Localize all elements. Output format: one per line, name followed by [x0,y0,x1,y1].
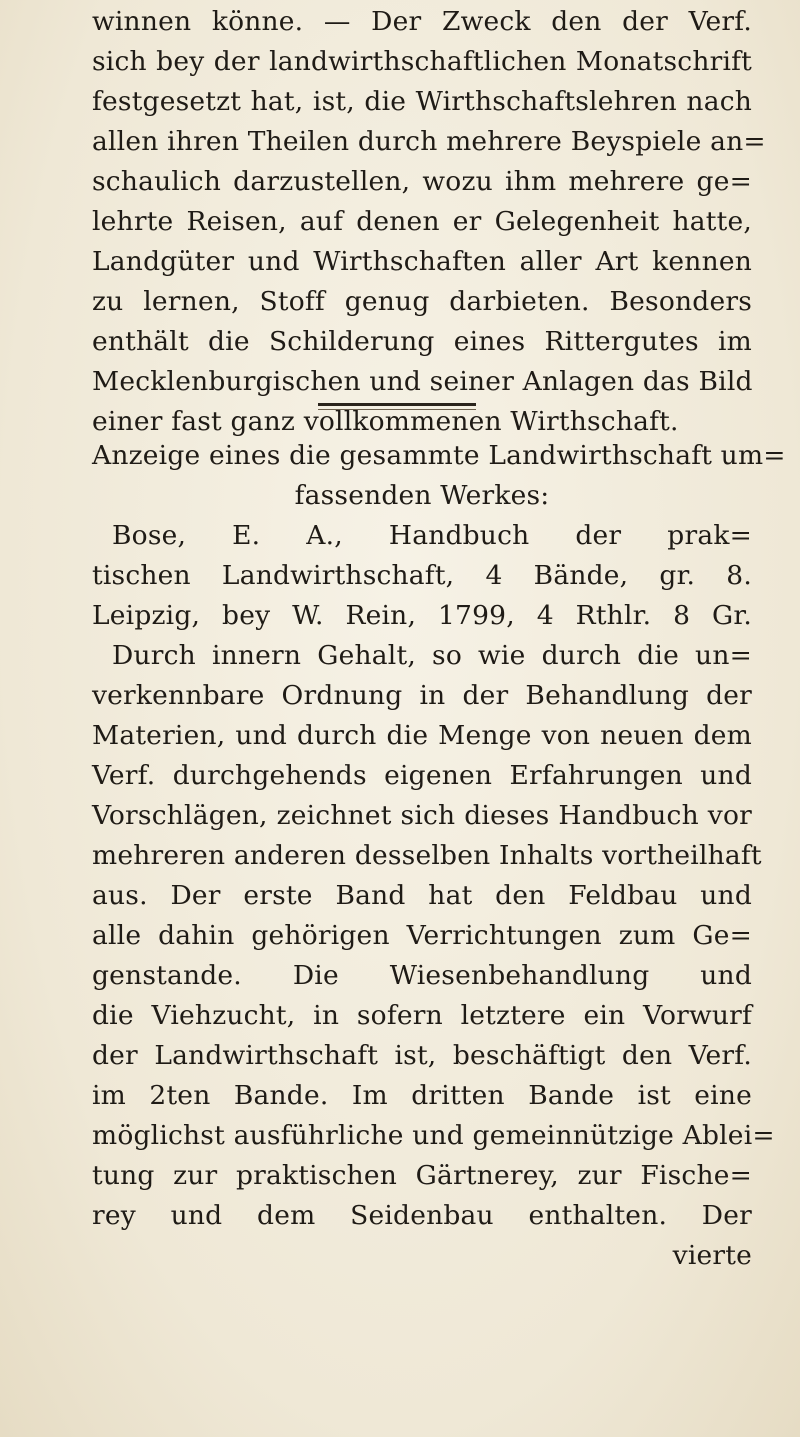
text-line: mehreren anderen desselben Inhalts vortheilhaft [92,840,762,871]
text-line: Materien, und durch die Menge von neuen dem [92,720,752,751]
paragraph-book-notice [92,436,786,1276]
text-line: sich bey der landwirthschaftlichen Monatschrift [92,46,752,77]
section-divider [318,403,476,406]
text-line: tung zur praktischen Gärtnerey, zur Fische= [92,1160,752,1191]
text-line: Landgüter und Wirthschaften aller Art kennen [92,246,752,277]
text-line: enthält die Schilderung eines Rittergutes im [92,326,752,357]
text-line: Verf. durchgehends eigenen Erfahrungen und [92,760,752,791]
text-line: aus. Der erste Band hat den Feldbau und [92,880,752,911]
text-line: genstande. Die Wiesenbehandlung und [92,960,752,991]
text-line: winnen könne. — Der Zweck den der Verf. [92,6,752,37]
paragraph-review-end [92,2,766,442]
notice-heading-line: fassenden Werkes: [294,480,550,511]
text-line: rey und dem Seidenbau enthalten. Der [92,1200,752,1231]
text-line: der Landwirthschaft ist, beschäftigt den Verf. [92,1040,752,1071]
text-line: die Viehzucht, in sofern letztere ein Vorwurf [92,1000,752,1031]
catchword: vierte [672,1240,752,1271]
citation-line: Leipzig, bey W. Rein, 1799, 4 Rthlr. 8 Gr. [92,600,752,631]
citation-line: tischen Landwirthschaft, 4 Bände, gr. 8. [92,560,752,591]
text-line: möglichst ausführliche und gemeinnützige Ablei= [92,1120,775,1151]
text-line: Vorschlägen, zeichnet sich dieses Handbuch vor [92,800,752,831]
text-line: einer fast ganz vollkommenen Wirthschaft. [92,406,679,437]
text-line: zu lernen, Stoff genug darbieten. Besonders [92,286,752,317]
notice-heading-line: Anzeige eines die gesammte Landwirthschaft um= [92,440,786,471]
text-line: lehrte Reisen, auf denen er Gelegenheit hatte, [92,206,752,237]
text-line: Durch innern Gehalt, so wie durch die un= [112,640,752,671]
citation-line: Bose, E. A., Handbuch der prak= [112,520,752,551]
text-line: im 2ten Bande. Im dritten Bande ist eine [92,1080,752,1111]
text-line: festgesetzt hat, ist, die Wirthschaftslehren nach [92,86,752,117]
text-line: allen ihren Theilen durch mehrere Beyspiele an= [92,126,766,157]
text-line: Mecklenburgischen und seiner Anlagen das Bild [92,366,753,397]
text-line: verkennbare Ordnung in der Behandlung der [92,680,752,711]
text-line: alle dahin gehörigen Verrichtungen zum Ge= [92,920,752,951]
text-line: schaulich darzustellen, wozu ihm mehrere ge= [92,166,752,197]
